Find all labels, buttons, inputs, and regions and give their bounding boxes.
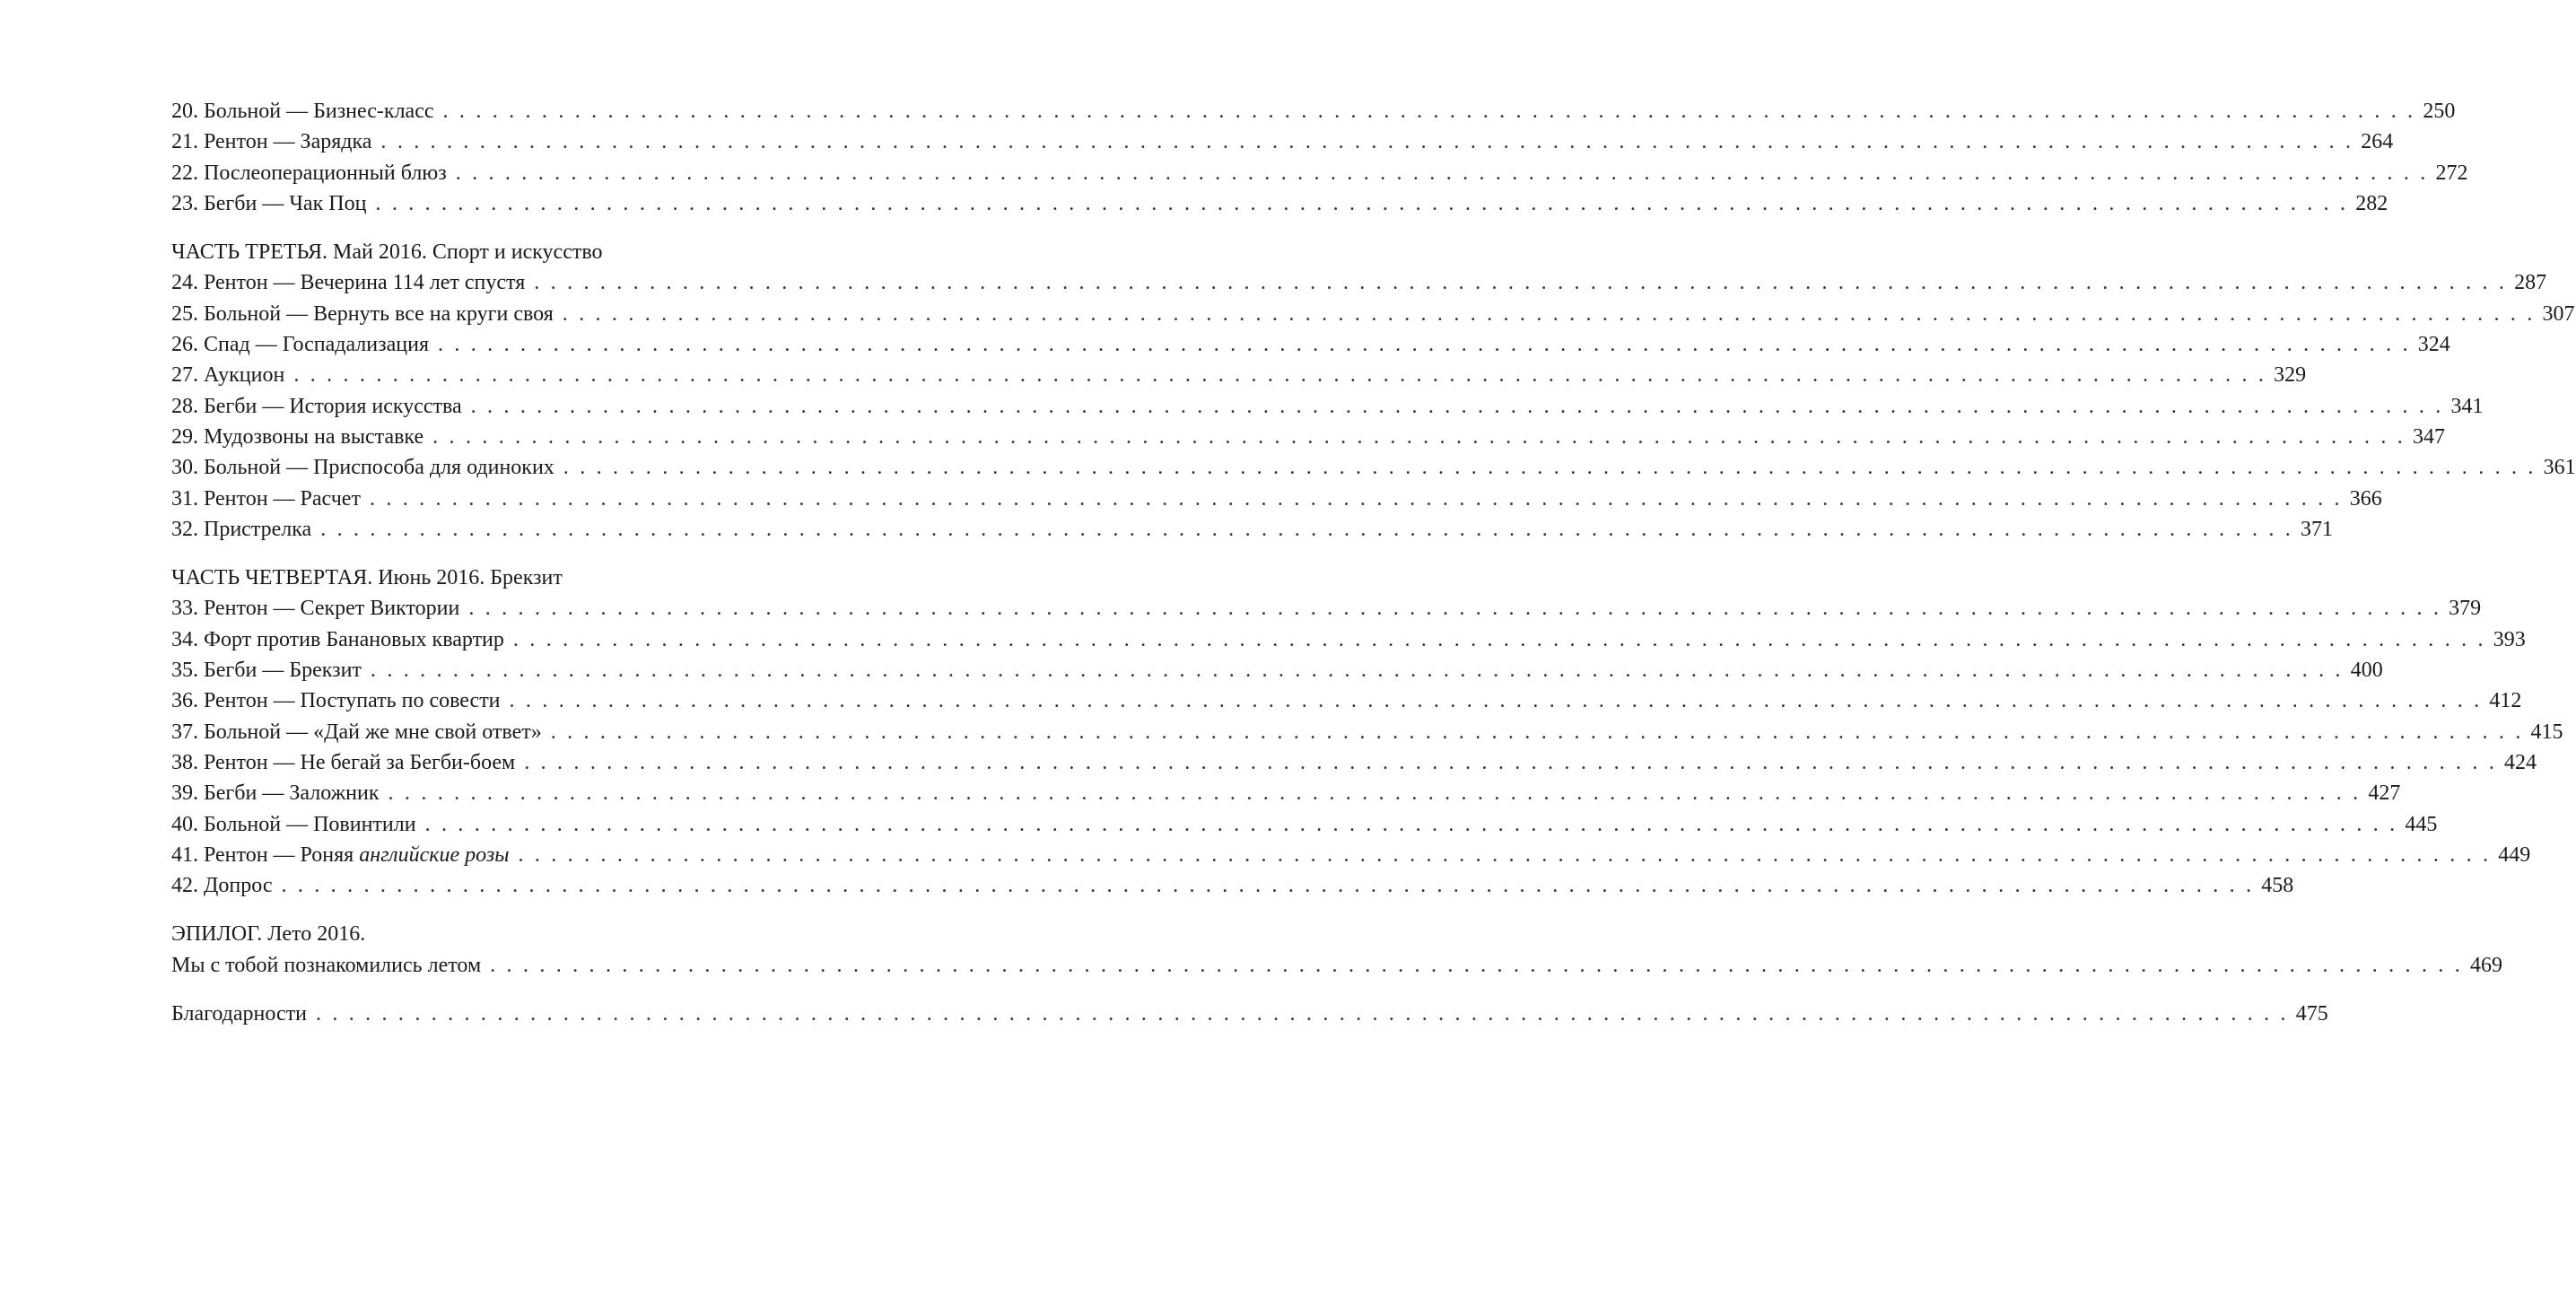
entry-title-text: 36. Рентон — Поступать по совести xyxy=(171,689,501,713)
toc-entry xyxy=(171,809,2438,840)
entry-title xyxy=(171,267,525,298)
toc-entry xyxy=(171,96,2456,127)
page-number: 272 xyxy=(2435,161,2468,185)
dot-leader: . . . . . . . . . . . . . . . . . . . . . . . . . . . . . . . . . . . . . . . . . . . . . . . . . . . . . . . . . . . . . . . . . . . . . . . . . . . . . . . . . . . . . . . . . . . . . . . . . . . . . . . . . . . . . . . . . . . . . . . . xyxy=(388,781,2362,806)
page-number: 307 xyxy=(2542,301,2575,326)
page-number: 469 xyxy=(2469,953,2502,977)
toc-entry xyxy=(171,655,2383,685)
entry-title-text: Мы с тобой познакомились летом xyxy=(171,953,482,977)
toc-entry xyxy=(171,158,2468,188)
dot-leader: . . . . . . . . . . . . . . . . . . . . . . . . . . . . . . . . . . . . . . . . . . . . . . . . . . . . . . . . . . . . . . . . . . . . . . . . . . . . . . . . . . . . . . . . . . . . . . . . . . . . . . . . . . . . . . . . . . . . . . . . xyxy=(370,659,2344,683)
entry-title-text: 23. Бегби — Чак Поц xyxy=(171,191,367,215)
entry-title xyxy=(171,96,434,127)
entry-title xyxy=(171,299,554,329)
toc-entry xyxy=(171,329,2450,360)
page-number: 458 xyxy=(2261,874,2294,898)
entry-title-text: 24. Рентон — Вечерина 114 лет спустя xyxy=(171,271,526,295)
entry-title-text: 25. Больной — Вернуть все на круги своя xyxy=(171,301,554,326)
toc-entry xyxy=(171,267,2547,298)
page-number: 415 xyxy=(2530,720,2563,744)
dot-leader: . . . . . . . . . . . . . . . . . . . . . . . . . . . . . . . . . . . . . . . . . . . . . . . . . . . . . . . . . . . . . . . . . . . . . . . . . . . . . . . . . . . . . . . . . . . . . . . . . . . . . . . . . . . . . . . . . . . . . . . . xyxy=(509,689,2483,713)
entry-title-text: 21. Рентон — Зарядка xyxy=(171,130,372,154)
toc-section xyxy=(171,563,2563,901)
toc-section xyxy=(171,96,2468,219)
entry-title-text: 22. Послеоперационный блюз xyxy=(171,161,447,185)
entry-title xyxy=(171,360,284,390)
toc-entry xyxy=(171,685,2522,716)
toc-entry xyxy=(171,840,2531,870)
entry-title-text: 40. Больной — Повинтили xyxy=(171,812,416,836)
entry-title xyxy=(171,655,362,685)
page-number: 282 xyxy=(2355,191,2388,215)
dot-leader: . . . . . . . . . . . . . . . . . . . . . . . . . . . . . . . . . . . . . . . . . . . . . . . . . . . . . . . . . . . . . . . . . . . . . . . . . . . . . . . . . . . . . . . . . . . . . . . . . . . . . . . . . . . . . . . . . . . . . . . . xyxy=(375,191,2349,215)
entry-title xyxy=(171,809,416,840)
dot-leader: . . . . . . . . . . . . . . . . . . . . . . . . . . . . . . . . . . . . . . . . . . . . . . . . . . . . . . . . . . . . . . . . . . . . . . . . . . . . . . . . . . . . . . . . . . . . . . . . . . . . . . . . . . . . . . . . . . . . . . . . xyxy=(424,812,2398,836)
page-number: 287 xyxy=(2514,271,2547,295)
toc-entry xyxy=(171,747,2537,778)
entry-title xyxy=(171,999,307,1029)
page-number: 475 xyxy=(2295,1002,2328,1026)
page-number: 341 xyxy=(2450,394,2484,418)
entry-title xyxy=(171,484,361,514)
entry-title xyxy=(171,127,371,157)
table-of-contents xyxy=(171,96,2576,1029)
entry-title-text: 29. Мудозвоны на выставке xyxy=(171,424,424,449)
entry-title-text: 20. Больной — Бизнес-класс xyxy=(171,100,434,123)
entry-title xyxy=(171,624,504,655)
entry-title-text: 32. Пристрелка xyxy=(171,517,312,541)
toc-section xyxy=(171,999,2328,1029)
toc-entry xyxy=(171,484,2382,514)
entry-title-text: 27. Аукцион xyxy=(171,363,285,388)
entry-title xyxy=(171,188,366,219)
toc-section xyxy=(171,237,2576,545)
toc-entry xyxy=(171,514,2333,545)
page-number: 393 xyxy=(2493,627,2526,651)
dot-leader: . . . . . . . . . . . . . . . . . . . . . . . . . . . . . . . . . . . . . . . . . . . . . . . . . . . . . . . . . . . . . . . . . . . . . . . . . . . . . . . . . . . . . . . . . . . . . . . . . . . . . . . . . . . . . . . . . . . . . . . . xyxy=(293,363,2267,388)
entry-title-text: 37. Больной — «Дай же мне свой ответ» xyxy=(171,720,542,744)
entry-title xyxy=(171,593,459,624)
dot-leader: . . . . . . . . . . . . . . . . . . . . . . . . . . . . . . . . . . . . . . . . . . . . . . . . . . . . . . . . . . . . . . . . . . . . . . . . . . . . . . . . . . . . . . . . . . . . . . . . . . . . . . . . . . . . . . . . . . . . . . . . xyxy=(437,333,2411,357)
section-heading: ЧАСТЬ ТРЕТЬЯ. Май 2016. Спорт и искусство xyxy=(171,240,603,265)
entry-title xyxy=(171,514,311,545)
entry-title-text: 26. Спад — Госпадализация xyxy=(171,333,429,357)
page-number: 264 xyxy=(2361,130,2394,154)
entry-title xyxy=(171,685,501,716)
entry-title-text: 30. Больной — Приспособа для одиноких xyxy=(171,456,554,480)
dot-leader: . . . . . . . . . . . . . . . . . . . . . . . . . . . . . . . . . . . . . . . . . . . . . . . . . . . . . . . . . . . . . . . . . . . . . . . . . . . . . . . . . . . . . . . . . . . . . . . . . . . . . . . . . . . . . . . . . . . . . . . . xyxy=(563,456,2537,480)
dot-leader: . . . . . . . . . . . . . . . . . . . . . . . . . . . . . . . . . . . . . . . . . . . . . . . . . . . . . . . . . . . . . . . . . . . . . . . . . . . . . . . . . . . . . . . . . . . . . . . . . . . . . . . . . . . . . . . . . . . . . . . . xyxy=(512,627,2486,651)
page-number: 412 xyxy=(2489,689,2522,713)
entry-title-text: 33. Рентон — Секрет Виктории xyxy=(171,597,460,621)
entry-title xyxy=(171,422,424,452)
entry-title-text: 42. Допрос xyxy=(171,874,273,898)
page-number: 400 xyxy=(2350,659,2383,683)
section-heading: ЭПИЛОГ. Лето 2016. xyxy=(171,922,366,947)
page-number: 361 xyxy=(2543,456,2576,480)
toc-entry xyxy=(171,452,2576,483)
toc-entry xyxy=(171,870,2294,901)
entry-title xyxy=(171,840,509,870)
dot-leader: . . . . . . . . . . . . . . . . . . . . . . . . . . . . . . . . . . . . . . . . . . . . . . . . . . . . . . . . . . . . . . . . . . . . . . . . . . . . . . . . . . . . . . . . . . . . . . . . . . . . . . . . . . . . . . . . . . . . . . . . xyxy=(518,842,2492,867)
toc-entry xyxy=(171,360,2307,390)
page-number: 347 xyxy=(2412,424,2445,449)
page-number: 427 xyxy=(2368,781,2401,806)
dot-leader: . . . . . . . . . . . . . . . . . . . . . . . . . . . . . . . . . . . . . . . . . . . . . . . . . . . . . . . . . . . . . . . . . . . . . . . . . . . . . . . . . . . . . . . . . . . . . . . . . . . . . . . . . . . . . . . . . . . . . . . . xyxy=(524,750,2498,774)
entry-title xyxy=(171,452,554,483)
section-heading: ЧАСТЬ ЧЕТВЕРТАЯ. Июнь 2016. Брекзит xyxy=(171,566,563,590)
entry-title-text: 34. Форт против Банановых квартир xyxy=(171,627,504,651)
entry-title-text: 41. Рентон — Роняя xyxy=(171,842,360,867)
page-number: 324 xyxy=(2417,333,2450,357)
dot-leader: . . . . . . . . . . . . . . . . . . . . . . . . . . . . . . . . . . . . . . . . . . . . . . . . . . . . . . . . . . . . . . . . . . . . . . . . . . . . . . . . . . . . . . . . . . . . . . . . . . . . . . . . . . . . . . . . . . . . . . . . xyxy=(534,271,2508,295)
dot-leader: . . . . . . . . . . . . . . . . . . . . . . . . . . . . . . . . . . . . . . . . . . . . . . . . . . . . . . . . . . . . . . . . . . . . . . . . . . . . . . . . . . . . . . . . . . . . . . . . . . . . . . . . . . . . . . . . . . . . . . . . xyxy=(281,874,2255,898)
toc-entry xyxy=(171,188,2388,219)
page-number: 445 xyxy=(2405,812,2438,836)
page-number: 329 xyxy=(2274,363,2307,388)
entry-title-text: Благодарности xyxy=(171,1002,307,1026)
page-number: 379 xyxy=(2449,597,2482,621)
dot-leader: . . . . . . . . . . . . . . . . . . . . . . . . . . . . . . . . . . . . . . . . . . . . . . . . . . . . . . . . . . . . . . . . . . . . . . . . . . . . . . . . . . . . . . . . . . . . . . . . . . . . . . . . . . . . . . . . . . . . . . . . xyxy=(550,720,2524,744)
dot-leader: . . . . . . . . . . . . . . . . . . . . . . . . . . . . . . . . . . . . . . . . . . . . . . . . . . . . . . . . . . . . . . . . . . . . . . . . . . . . . . . . . . . . . . . . . . . . . . . . . . . . . . . . . . . . . . . . . . . . . . . . xyxy=(470,394,2444,418)
toc-entry xyxy=(171,422,2445,452)
toc-entry xyxy=(171,593,2482,624)
entry-title-text: 31. Рентон — Расчет xyxy=(171,486,361,511)
entry-title xyxy=(171,717,542,747)
dot-leader: . . . . . . . . . . . . . . . . . . . . . . . . . . . . . . . . . . . . . . . . . . . . . . . . . . . . . . . . . . . . . . . . . . . . . . . . . . . . . . . . . . . . . . . . . . . . . . . . . . . . . . . . . . . . . . . . . . . . . . . . xyxy=(468,597,2442,621)
page-number: 366 xyxy=(2349,486,2382,511)
toc-entry xyxy=(171,391,2484,422)
page-number: 250 xyxy=(2423,100,2456,123)
entry-title-text: 28. Бегби — История искусства xyxy=(171,394,462,418)
entry-title xyxy=(171,870,272,901)
dot-leader: . . . . . . . . . . . . . . . . . . . . . . . . . . . . . . . . . . . . . . . . . . . . . . . . . . . . . . . . . . . . . . . . . . . . . . . . . . . . . . . . . . . . . . . . . . . . . . . . . . . . . . . . . . . . . . . . . . . . . . . . xyxy=(369,486,2343,511)
entry-title-italic: английские розы xyxy=(359,842,510,867)
page-number: 424 xyxy=(2504,750,2537,774)
toc-entry xyxy=(171,778,2401,808)
entry-title xyxy=(171,329,429,360)
dot-leader: . . . . . . . . . . . . . . . . . . . . . . . . . . . . . . . . . . . . . . . . . . . . . . . . . . . . . . . . . . . . . . . . . . . . . . . . . . . . . . . . . . . . . . . . . . . . . . . . . . . . . . . . . . . . . . . . . . . . . . . . xyxy=(432,424,2406,449)
page-number: 449 xyxy=(2498,842,2531,867)
toc-entry xyxy=(171,950,2502,981)
page-number: 371 xyxy=(2301,517,2333,541)
toc-entry xyxy=(171,624,2526,655)
entry-title xyxy=(171,778,380,808)
toc-entry xyxy=(171,717,2563,747)
entry-title xyxy=(171,391,462,422)
dot-leader: . . . . . . . . . . . . . . . . . . . . . . . . . . . . . . . . . . . . . . . . . . . . . . . . . . . . . . . . . . . . . . . . . . . . . . . . . . . . . . . . . . . . . . . . . . . . . . . . . . . . . . . . . . . . . . . . . . . . . . . . xyxy=(442,100,2416,123)
dot-leader: . . . . . . . . . . . . . . . . . . . . . . . . . . . . . . . . . . . . . . . . . . . . . . . . . . . . . . . . . . . . . . . . . . . . . . . . . . . . . . . . . . . . . . . . . . . . . . . . . . . . . . . . . . . . . . . . . . . . . . . . xyxy=(380,130,2354,154)
toc-section xyxy=(171,919,2502,981)
toc-entry xyxy=(171,999,2328,1029)
entry-title xyxy=(171,747,515,778)
dot-leader: . . . . . . . . . . . . . . . . . . . . . . . . . . . . . . . . . . . . . . . . . . . . . . . . . . . . . . . . . . . . . . . . . . . . . . . . . . . . . . . . . . . . . . . . . . . . . . . . . . . . . . . . . . . . . . . . . . . . . . . . xyxy=(490,953,2463,977)
toc-entry xyxy=(171,299,2575,329)
entry-title-text: 38. Рентон — Не бегай за Бегби-боем xyxy=(171,750,516,774)
entry-title-text: 39. Бегби — Заложник xyxy=(171,781,380,806)
entry-title-text: 35. Бегби — Брекзит xyxy=(171,659,362,683)
dot-leader: . . . . . . . . . . . . . . . . . . . . . . . . . . . . . . . . . . . . . . . . . . . . . . . . . . . . . . . . . . . . . . . . . . . . . . . . . . . . . . . . . . . . . . . . . . . . . . . . . . . . . . . . . . . . . . . . . . . . . . . . xyxy=(455,161,2429,185)
entry-title xyxy=(171,158,447,188)
entry-title xyxy=(171,950,481,981)
dot-leader: . . . . . . . . . . . . . . . . . . . . . . . . . . . . . . . . . . . . . . . . . . . . . . . . . . . . . . . . . . . . . . . . . . . . . . . . . . . . . . . . . . . . . . . . . . . . . . . . . . . . . . . . . . . . . . . . . . . . . . . . xyxy=(320,517,2293,541)
dot-leader: . . . . . . . . . . . . . . . . . . . . . . . . . . . . . . . . . . . . . . . . . . . . . . . . . . . . . . . . . . . . . . . . . . . . . . . . . . . . . . . . . . . . . . . . . . . . . . . . . . . . . . . . . . . . . . . . . . . . . . . . xyxy=(562,301,2536,326)
toc-entry xyxy=(171,127,2394,157)
dot-leader: . . . . . . . . . . . . . . . . . . . . . . . . . . . . . . . . . . . . . . . . . . . . . . . . . . . . . . . . . . . . . . . . . . . . . . . . . . . . . . . . . . . . . . . . . . . . . . . . . . . . . . . . . . . . . . . . . . . . . . . . xyxy=(315,1002,2289,1026)
